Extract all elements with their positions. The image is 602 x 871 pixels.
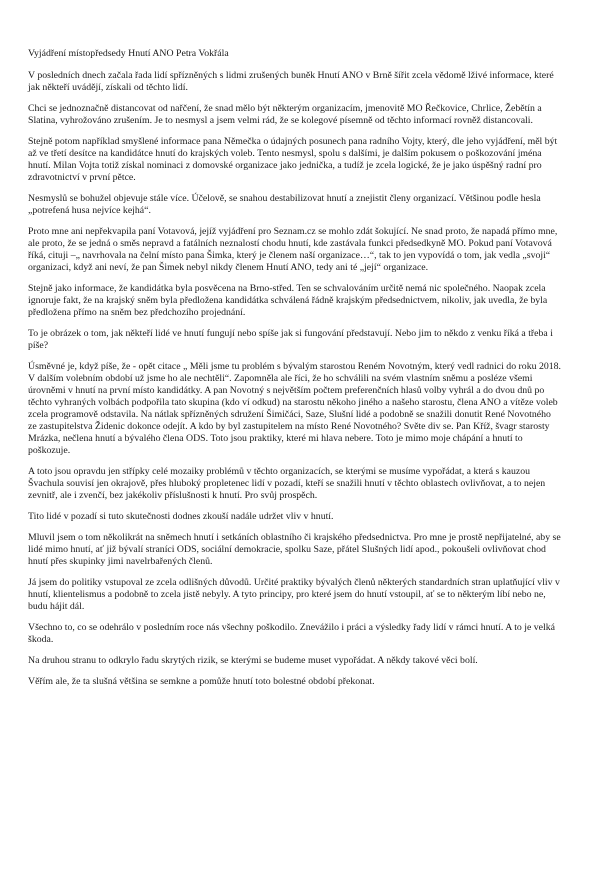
paragraph-12: Já jsem do politiky vstupoval ze zcela odlišných důvodů. Určité praktiky bývalých členů některých standardních stran uplatňující vliv v hnutí, klientelismus a podobně to zcela jistě nebyly. A tyto principy, pro které jsem do hnutí vstoupil, ať se to některým líbí nebo ne, budu hájit dál. (28, 577, 560, 612)
paragraph-9: A toto jsou opravdu jen střípky celé mozaiky problémů v těchto organizacích, se kterými se musíme vypořádat, a která s kauzou Švachula souvisí jen okrajově, přes hluboký propletenec lidí v pozadí, kteří se snažili hnutí v těchto oblastech ovlivňovat, a to nejen zevnitř, ale i zvenčí, bez jakékoliv příslušnosti k hnutí. Pro svůj prospěch. (28, 466, 546, 501)
paragraph-1: V posledních dnech začala řada lidí spřízněných s lidmi zrušených buněk Hnutí ANO v Brně šířit zcela vědomě lživé informace, které jak někteří uvádějí, získali od těchto lidí. (28, 70, 554, 93)
paragraph-13: Všechno to, co se odehrálo v posledním roce nás všechny poškodilo. Znevážilo i práci a výsledky řady lidí v rámci hnutí. A to je velká škoda. (28, 622, 555, 645)
paragraph-11: Mluvil jsem o tom několikrát na sněmech hnutí i setkáních oblastního či krajského předsednictva. Pro mne je prostě nepřijatelné, aby se lidé mimo hnutí, ať již bývalí straníci ODS, sociální demokracie, spolku Saze, přátel Slušných lidí apod., pokoušeli ovlivňovat chod hnutí přes skupinky jimi navelrbařených členů. (28, 532, 561, 567)
paragraph-15: Věřím ale, že ta slušná většina se semkne a pomůže hnutí toto bolestné období překonat. (28, 676, 375, 687)
paragraph-5: Proto mne ani nepřekvapila paní Votavová, jejíž vyjádření pro Seznam.cz se mohlo zdát šokující. Ne snad proto, že napadá přímo mne, ale proto, že se jedná o směs nepravd a fatálních neznalostí chodu hnutí, kde zastávala funkci předsedkyně MO. Pokud paní Votavová říká, cituji –„ navrhovala na čelní místo pana Šimka, který je členem naší organizace…“, tak to jen vypovídá o tom, jak vedla „svoji“ organizaci, když ani neví, že pan Šimek nebyl nikdy členem Hnutí ANO, tedy ani té „její“ organizace. (28, 226, 558, 273)
paragraph-14: Na druhou stranu to odkrylo řadu skrytých rizik, se kterými se budeme muset vypořádat. A někdy takové věci bolí. (28, 655, 478, 666)
paragraph-7: To je obrázek o tom, jak někteří lidé ve hnutí fungují nebo spíše jak si fungování představují. Nebo jim to někdo z venku říká a třeba i píše? (28, 328, 553, 351)
paragraph-2: Chci se jednoznačně distancovat od nařčení, že snad mělo být některým organizacím, jmenovitě MO Řečkovice, Chrlice, Žebětín a Slatina, vyhrožováno zrušením. Je to nesmysl a jsem velmi rád, že se kolegové písemně od těchto informací rovněž distancovali. (28, 103, 542, 126)
paragraph-4: Nesmyslů se bohužel objevuje stále více. Účelově, se snahou destabilizovat hnutí a znejistit členy organizací. Většinou podle hesla „potrefená husa nejvíce kejhá“. (28, 193, 541, 216)
paragraph-10: Tito lidé v pozadí si tuto skutečnosti dodnes zkouší nadále udržet vliv v hnutí. (28, 511, 334, 522)
paragraph-8: Úsměvné je, když píše, že - opět citace „ Měli jsme tu problém s bývalým starostou Reném Novotným, který vedl radnici do roku 2018. V dalším volebním období už jsme ho ale nechtěli“. Zapomněla ale říci, že ho schválili na svém vlastním sněmu a posléze všemi úrovněmi v hnutí na první místo kandidátky. A pan Novotný s největším počtem preferenčních hlasů volby vyhrál a do dvou dnů po těchto vyhraných volbách podpořila tato skupina (kdo ví odkud) na starostu někoho jiného a našeho starostu, člena ANO a vítěze voleb zcela programově odstavila. Na nátlak spřízněných sdružení Šimičáci, Saze, Slušní lidé a podobně se snažili donutit René Novotného ze zastupitelstva Židenic dokonce odejít. A kdo by byl zastupitelem na místo René Novotného? Světe div se. Pan Kříž, švagr starosty Mrázka, nečlena hnutí a bývalého člena ODS. Toto jsou praktiky, které mi hlava nebere. Toto je mimo moje chápání a hnutí to poškozuje. (28, 361, 561, 456)
paragraph-3: Stejně potom například smyšlené informace pana Němečka o údajných posunech pana radního Vojty, který, dle jeho vyjádření, měl být až ve třetí desítce na kandidátce hnutí do krajských voleb. Tento nesmysl, spolu s dalšími, je dalším pokusem o poškozování jména hnutí. Milan Vojta totiž získal nominaci z domovské organizace jako jednička, a tudíž je zcela logické, že je jako úspěšný radní pro zdravotnictví v první pětce. (28, 136, 558, 183)
document-title: Vyjádření místopředsedy Hnutí ANO Petra Vokřála (28, 48, 229, 59)
paragraph-6: Stejně jako informace, že kandidátka byla posvěcena na Brno-střed. Ten se schvalováním určitě nemá nic společného. Naopak zcela ignoruje fakt, že na krajský sněm byla předložena kandidátka schválená řádně krajským předsednictvem, nikoliv, jak uvedla, že byla předložena přímo na sněm bez předchozího projednání. (28, 283, 548, 318)
